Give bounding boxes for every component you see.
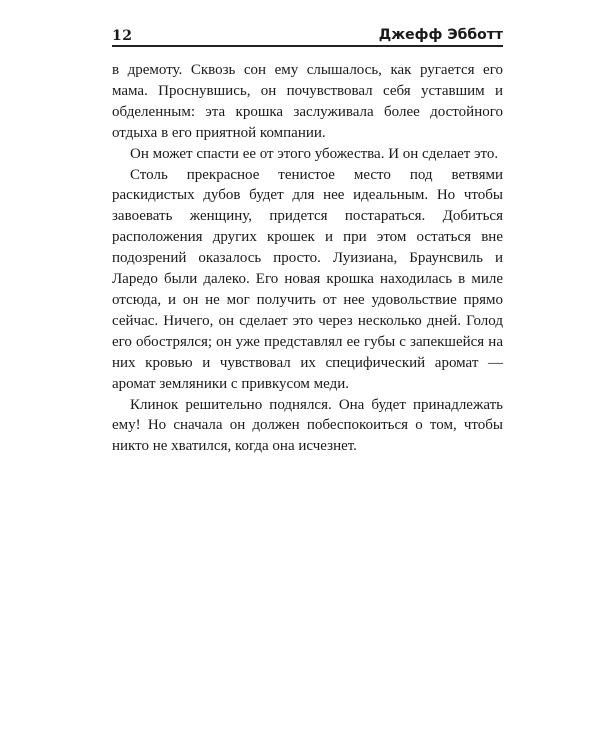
paragraph: Он может спасти ее от этого убожества. И он сделает это. — [130, 145, 499, 162]
paragraph: Столь прекрасное тенистое место под ветвями раскидистых дубов будет для нее идеальным. Но чтобы завоевать женщину, придется постараться. Добиться расположения других крошек и при этом остаться вне подозрений оказалось просто. Луизиана, Браунсвиль и Ларедо были далеко. Его новая крошка находилась в миле отсюда, и он не мог получить от нее удовольствие прямо сейчас. Ничего, он сделает это через несколько дней. Голод его обострялся; он уже представлял ее губы с запекшейся на них кровью и чувствовал их специфический аромат — аромат земляники с привкусом меди. — [112, 166, 503, 392]
page-number: 12 — [112, 28, 133, 44]
body-text — [112, 60, 503, 457]
header-rule — [112, 45, 503, 47]
paragraph: Клинок решительно поднялся. Она будет принадлежать ему! Но сначала он должен побеспокоиться о том, чтобы никто не хватился, когда она исчезнет. — [112, 396, 503, 455]
running-head-author: Джефф Эбботт — [378, 27, 503, 43]
paragraph: в дремоту. Сквозь сон ему слышалось, как ругается его мама. Проснувшись, он почувствовал себя уставшим и обделенным: эта крошка заслуживала более достойного отдыха в его приятной компании. — [112, 62, 503, 141]
